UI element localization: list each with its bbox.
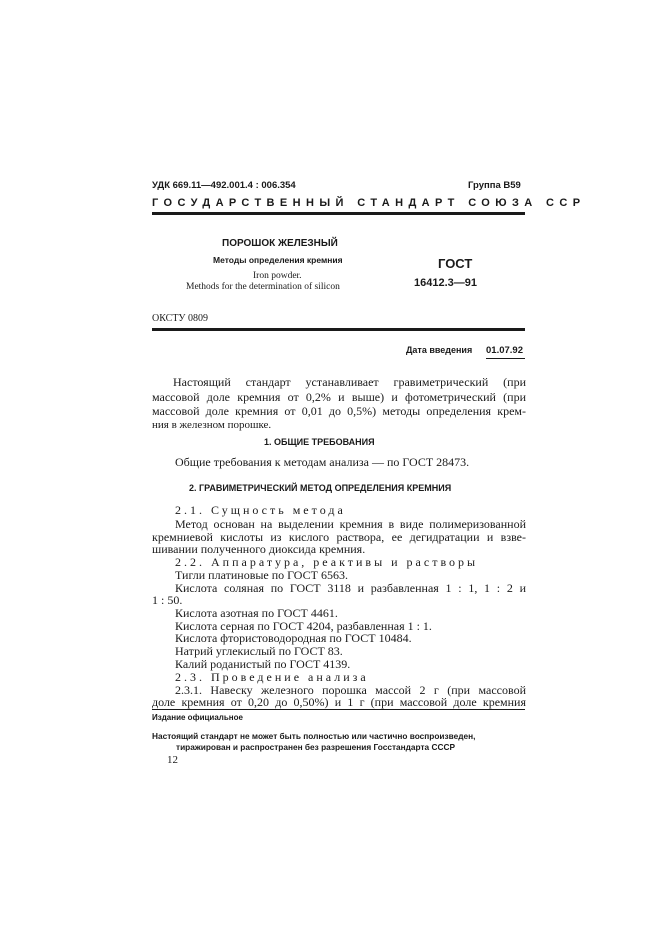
title-en: Iron powder. [253, 271, 302, 281]
copyright-notice: Настоящий стандарт не может быть полностью или частично воспроизведен, [152, 731, 476, 741]
section2-line: Метод основан на выделении кремния в виде полимеризованной [175, 517, 526, 531]
intro-date-underline [486, 358, 525, 359]
section2-line: Кислота фтористоводородная по ГОСТ 10484. [175, 631, 412, 645]
clause-2-1-title: 2.1. Сущность метода [175, 503, 346, 517]
footer-rule [152, 709, 525, 710]
gost-label: ГОСТ [438, 256, 473, 271]
group-code: Группа В59 [468, 180, 521, 191]
section1-text: Общие требования к методам анализа — по ГОСТ 28473. [175, 455, 470, 469]
intro-date-value: 01.07.92 [486, 345, 523, 356]
intro-date-label: Дата введения [406, 345, 473, 355]
udk-code: УДК 669.11—492.001.4 : 006.354 [152, 180, 296, 191]
section1-heading: 1. ОБЩИЕ ТРЕБОВАНИЯ [264, 437, 375, 447]
subtitle-en: Methods for the determination of silicon [186, 282, 340, 292]
section2-line: Калий роданистый по ГОСТ 4139. [175, 657, 351, 671]
section2-line: шивании полученного диоксида кремния. [152, 542, 366, 556]
title-ru: ПОРОШОК ЖЕЛЕЗНЫЙ [222, 238, 338, 249]
gost-number: 16412.3—91 [414, 277, 477, 289]
subtitle-ru: Методы определения кремния [213, 255, 343, 265]
section2-heading: 2. ГРАВИМЕТРИЧЕСКИЙ МЕТОД ОПРЕДЕЛЕНИЯ КРЕМНИЯ [189, 483, 452, 493]
section2-line: 2.3.1. Навеску железного порошка массой 2 г (при массовой [175, 683, 526, 697]
intro-line: ния в железном порошке. [152, 419, 272, 431]
page-number: 12 [167, 754, 178, 766]
intro-line: массовой доле кремния от 0,01 до 0,5%) методы определения крем- [152, 404, 526, 418]
section2-line: Натрий углекислый по ГОСТ 83. [175, 644, 343, 658]
intro-line: массовой доле кремния от 0,2% и выше) и фотометрический (при [152, 390, 526, 404]
section2-line: кремниевой кислоты из кислого раствора, ее дегидратации и взве- [152, 530, 526, 544]
state-standard-heading: ГОСУДАРСТВЕННЫЙ СТАНДАРТ СОЮЗА ССР [152, 197, 586, 209]
section2-line: Тигли платиновые по ГОСТ 6563. [175, 568, 348, 582]
edition-label: Издание официальное [152, 713, 243, 722]
title-rule [152, 328, 525, 331]
section2-line: 1 : 50. [152, 593, 183, 607]
section2-line: доле кремния от 0,20 до 0,50%) и 1 г (при массовой доле кремния [152, 695, 526, 709]
intro-line: Настоящий стандарт устанавливает гравиметрический (при [173, 375, 526, 389]
header-rule [152, 212, 525, 215]
section2-line: Кислота серная по ГОСТ 4204, разбавленная 1 : 1. [175, 619, 432, 633]
okstu-code: ОКСТУ 0809 [152, 313, 209, 324]
section2-line: Кислота азотная по ГОСТ 4461. [175, 606, 338, 620]
clause-2-3-title: 2.3. Проведение анализа [175, 670, 369, 684]
clause-2-2-title: 2.2. Аппаратура, реактивы и растворы [175, 555, 479, 569]
section2-line: Кислота соляная по ГОСТ 3118 и разбавленная 1 : 1, 1 : 2 и [175, 581, 526, 595]
copyright-notice: тиражирован и распространен без разрешения Госстандарта СССР [176, 742, 455, 752]
